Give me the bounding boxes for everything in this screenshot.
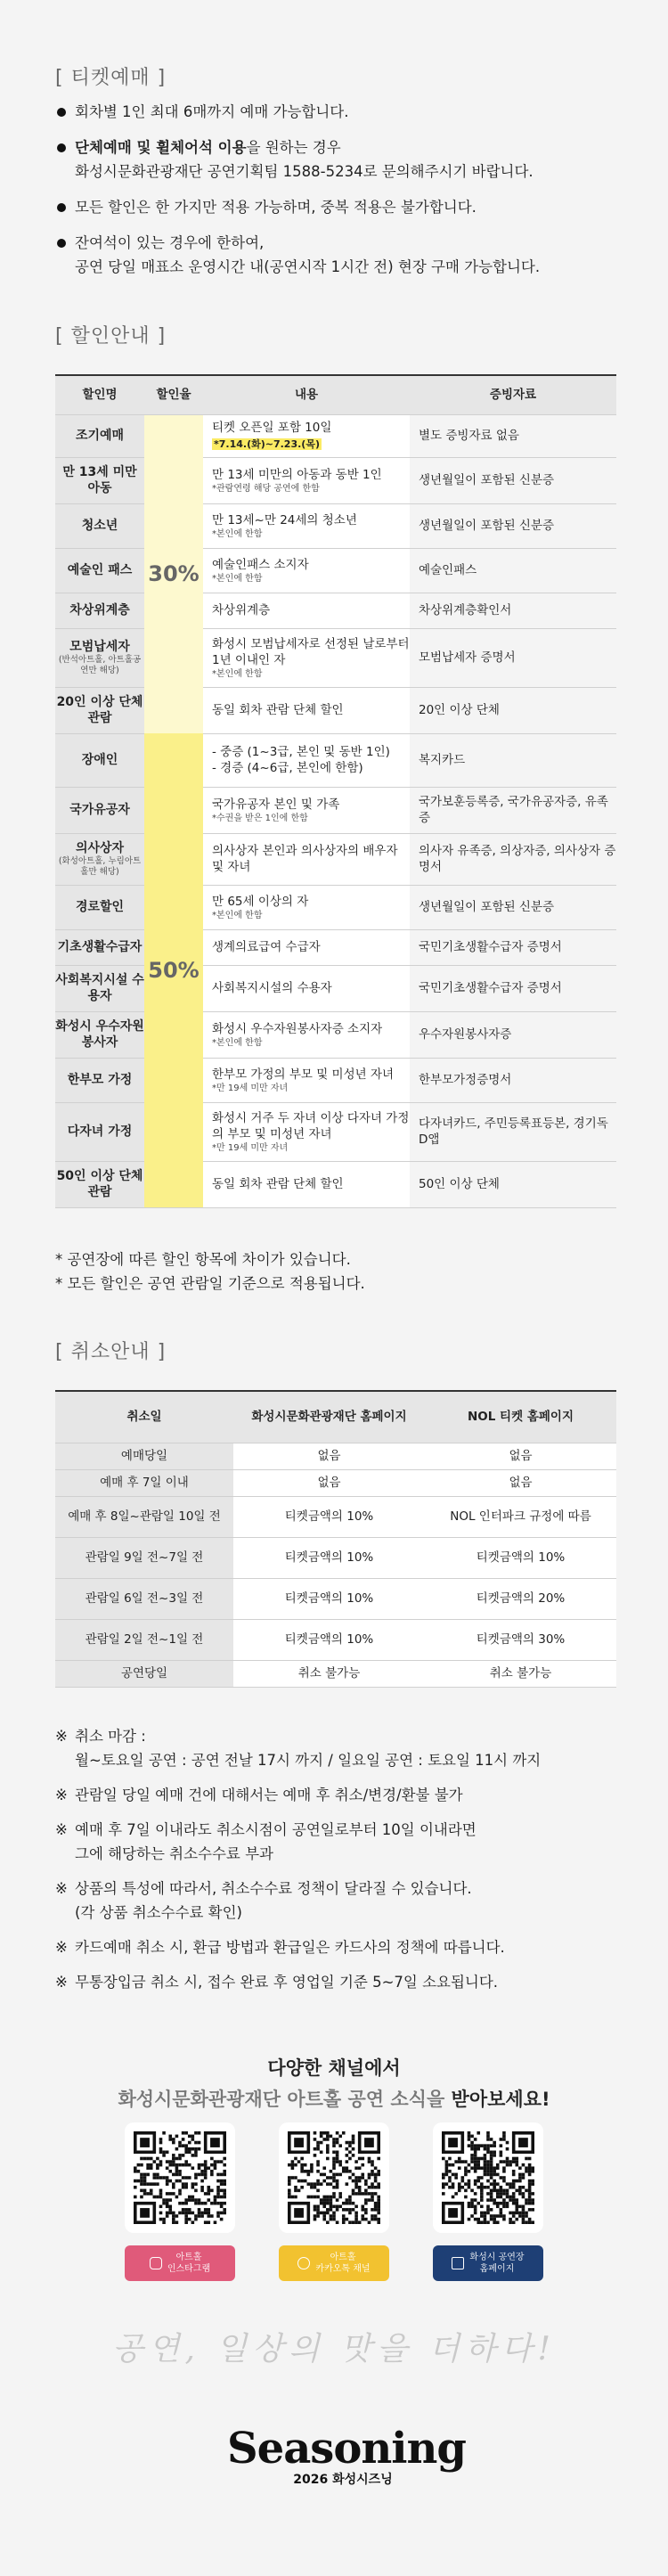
discount-evidence: 별도 증빙자료 없음 xyxy=(410,414,616,457)
discount-evidence: 생년월일이 포함된 신분증 xyxy=(410,503,616,548)
cancel-fee-nol: 티켓금액의 30% xyxy=(425,1619,616,1660)
ticket-bullet-list xyxy=(55,100,625,290)
name-sub: (화성아트홀, 누림아트홀만 해당) xyxy=(58,856,142,877)
header-cell: 취소일 xyxy=(55,1391,233,1443)
discount-row xyxy=(55,457,616,503)
promo-heading: 다양한 채널에서 xyxy=(267,2057,401,2079)
discount-row xyxy=(55,1102,616,1161)
cancel-table xyxy=(55,1390,616,1688)
discount-content xyxy=(203,414,410,457)
cancel-date: 예매 후 8일~관람일 10일 전 xyxy=(55,1496,233,1537)
discount-evidence: 예술인패스 xyxy=(410,548,616,593)
discount-name: 다자녀 가정 xyxy=(55,1102,144,1161)
discount-row xyxy=(55,1161,616,1207)
note-text: 취소 마감 : xyxy=(75,1728,146,1745)
discount-name: 국가유공자 xyxy=(55,787,144,833)
note-mark: ※ xyxy=(55,1821,68,1838)
note-text: 그에 해당하는 취소수수료 부과 xyxy=(75,1845,273,1862)
discount-name: 경로할인 xyxy=(55,885,144,929)
discount-row xyxy=(55,548,616,593)
cancel-row xyxy=(55,1578,616,1619)
instagram-qr-code[interactable] xyxy=(125,2122,235,2233)
cancel-fee-foundation: 취소 불가능 xyxy=(233,1660,425,1687)
channel-label xyxy=(469,2252,524,2275)
bullet-text: 화성시문화관광재단 공연기획팀 1588-5234로 문의해주시기 바랍니다. xyxy=(75,163,534,180)
content-sub: *본인에 한함 xyxy=(212,1037,263,1048)
discount-name: 50인 이상 단체관람 xyxy=(55,1161,144,1207)
bullet-bold-text: 단체예매 및 휠체어석 이용 xyxy=(75,139,247,156)
discount-row xyxy=(55,1058,616,1102)
cancel-row xyxy=(55,1537,616,1578)
note-mark: ※ xyxy=(55,1880,68,1897)
discount-content xyxy=(203,548,410,593)
header-cell: 화성시문화관광재단 홈페이지 xyxy=(233,1391,425,1443)
discount-row xyxy=(55,1011,616,1058)
homepage-channel-button[interactable] xyxy=(433,2245,543,2281)
note-text: 예매 후 7일 이내라도 취소시점이 공연일로부터 10일 이내라면 xyxy=(75,1821,477,1838)
channel-label xyxy=(315,2252,370,2275)
discount-header-row xyxy=(55,375,616,414)
name-text: 모범납세자 xyxy=(69,640,130,654)
discount-evidence: 국민기초생활수급자 증명서 xyxy=(410,965,616,1011)
discount-row xyxy=(55,628,616,687)
ticket-section-title: [ 티켓예매 ] xyxy=(55,67,167,89)
bullet-text: 을 원하는 경우 xyxy=(246,139,341,156)
discount-content xyxy=(203,457,410,503)
discount-name: 기초생활수급자 xyxy=(55,929,144,965)
channel-label-line: 아트홀 xyxy=(175,2253,202,2262)
discount-content: 동일 회차 관람 단체 할인 xyxy=(203,687,410,733)
logo-sub-text: 2026 화성시즈닝 xyxy=(293,2473,393,2487)
discount-evidence: 한부모가정증명서 xyxy=(410,1058,616,1102)
header-cell: 내용 xyxy=(203,375,410,414)
header-cell: 증빙자료 xyxy=(410,375,616,414)
discount-content: 차상위계층 xyxy=(203,593,410,628)
discount-name xyxy=(55,628,144,687)
note-mark: ※ xyxy=(55,1787,68,1803)
discount-content xyxy=(203,503,410,548)
cancel-fee-nol: 없음 xyxy=(425,1469,616,1496)
discount-evidence: 다자녀카드, 주민등록표등본, 경기독D앱 xyxy=(410,1102,616,1161)
cancel-section-title: [ 취소안내 ] xyxy=(55,1341,167,1363)
channel-label-line: 아트홀 xyxy=(330,2253,356,2262)
promo-emphasis: 받아보세요! xyxy=(451,2089,550,2110)
cancel-row xyxy=(55,1619,616,1660)
discount-content xyxy=(203,787,410,833)
ticket-bullet xyxy=(55,195,625,219)
discount-row xyxy=(55,787,616,833)
cancel-fee-nol: 없음 xyxy=(425,1443,616,1469)
discount-row xyxy=(55,687,616,733)
content-text: 티켓 오픈일 포함 10일 xyxy=(212,420,332,435)
qr-code-icon xyxy=(288,2131,380,2224)
cancel-fee-nol: NOL 인터파크 규정에 따름 xyxy=(425,1496,616,1537)
content-sub: *수권을 받은 1인에 한함 xyxy=(212,813,308,823)
homepage-icon xyxy=(452,2257,464,2269)
cancel-date: 관람일 2일 전~1일 전 xyxy=(55,1619,233,1660)
cancel-fee-foundation: 없음 xyxy=(233,1443,425,1469)
content-sub: *본인에 한함 xyxy=(212,528,263,539)
early-period-highlight: *7.14.(화)~7.23.(목) xyxy=(214,438,320,450)
content-sub: *본인에 한함 xyxy=(212,910,263,920)
content-text: 한부모 가정의 부모 및 미성년 자녀 xyxy=(212,1067,395,1082)
cancel-fee-nol: 취소 불가능 xyxy=(425,1660,616,1687)
note-text: 관람일 당일 예매 건에 대해서는 예매 후 취소/변경/환불 불가 xyxy=(75,1787,463,1803)
kakao-talk-icon xyxy=(297,2257,310,2269)
note-text: 카드예매 취소 시, 환급 방법과 환급일은 카드사의 정책에 따릅니다. xyxy=(75,1939,505,1956)
cancel-fee-foundation: 티켓금액의 10% xyxy=(233,1537,425,1578)
cancel-header-row xyxy=(55,1391,616,1443)
discount-content xyxy=(203,1102,410,1161)
discount-row xyxy=(55,965,616,1011)
content-sub: *만 19세 미만 자녀 xyxy=(212,1142,289,1153)
discount-section-title: [ 할인안내 ] xyxy=(55,325,167,348)
content-sub: *만 19세 미만 자녀 xyxy=(212,1083,289,1093)
discount-name: 조기예매 xyxy=(55,414,144,457)
discount-name: 20인 이상 단체관람 xyxy=(55,687,144,733)
content-text: 화성시 우수자원봉사자증 소지자 xyxy=(212,1021,383,1036)
channel-label-line: 인스타그램 xyxy=(167,2264,211,2274)
cancel-date: 관람일 9일 전~7일 전 xyxy=(55,1537,233,1578)
discount-name: 한부모 가정 xyxy=(55,1058,144,1102)
promo-subheading xyxy=(0,2085,668,2112)
cancel-fee-foundation: 티켓금액의 10% xyxy=(233,1496,425,1537)
discount-content xyxy=(203,733,410,787)
bullet-text: 모든 할인은 한 가지만 적용 가능하며, 중복 적용은 불가합니다. xyxy=(75,199,477,216)
discount-row xyxy=(55,833,616,885)
cancel-fee-foundation: 없음 xyxy=(233,1469,425,1496)
cancel-note xyxy=(55,1724,643,1772)
slogan: 공연, 일상의 맛을 더하다! xyxy=(111,2331,556,2367)
cancel-date: 공연당일 xyxy=(55,1660,233,1687)
cancel-row xyxy=(55,1660,616,1687)
kakao-channel-button[interactable] xyxy=(279,2245,389,2281)
content-text: 만 13세~만 24세의 청소년 xyxy=(212,512,357,527)
note-text: 상품의 특성에 따라서, 취소수수료 정책이 달라질 수 있습니다. xyxy=(75,1880,472,1897)
cancel-fee-foundation: 티켓금액의 10% xyxy=(233,1619,425,1660)
discount-content xyxy=(203,1011,410,1058)
discount-evidence: 생년월일이 포함된 신분증 xyxy=(410,457,616,503)
bullet-text: 회차별 1인 최대 6매까지 예매 가능합니다. xyxy=(75,103,349,120)
cancel-note xyxy=(55,1935,643,1959)
note-text: 무통장입금 취소 시, 접수 완료 후 영업일 기준 5~7일 소요됩니다. xyxy=(75,1974,499,1991)
qr-code-icon xyxy=(134,2131,226,2224)
discount-name: 화성시 우수자원봉사자 xyxy=(55,1011,144,1058)
discount-row xyxy=(55,929,616,965)
content-text: 만 65세 이상의 자 xyxy=(212,894,309,909)
cancel-row xyxy=(55,1496,616,1537)
discount-content: 사회복지시설의 수용자 xyxy=(203,965,410,1011)
instagram-icon xyxy=(150,2257,162,2269)
discount-name: 사회복지시설 수용자 xyxy=(55,965,144,1011)
discount-content xyxy=(203,1058,410,1102)
bullet-text: 공연 당일 매표소 운영시간 내(공연시작 1시간 전) 현장 구매 가능합니다. xyxy=(75,258,541,275)
note-mark: ※ xyxy=(55,1974,68,1991)
content-sub: *본인에 한함 xyxy=(212,668,263,679)
header-cell: NOL 티켓 홈페이지 xyxy=(425,1391,616,1443)
cancel-row xyxy=(55,1469,616,1496)
discount-name: 청소년 xyxy=(55,503,144,548)
note-mark: ※ xyxy=(55,1728,68,1745)
discount-row xyxy=(55,593,616,628)
cancel-row xyxy=(55,1443,616,1469)
cancel-fee-nol: 티켓금액의 20% xyxy=(425,1578,616,1619)
ticket-bullet xyxy=(55,135,625,184)
ticket-bullet xyxy=(55,100,625,124)
channel-label-line: 카카오톡 채널 xyxy=(315,2264,371,2274)
discount-evidence: 우수자원봉사자증 xyxy=(410,1011,616,1058)
discount-content xyxy=(203,885,410,929)
discount-evidence: 국민기초생활수급자 증명서 xyxy=(410,929,616,965)
cancel-date: 예매 후 7일 이내 xyxy=(55,1469,233,1496)
channel-label-line: 홈페이지 xyxy=(479,2264,515,2274)
promo-text: 화성시문화관광재단 아트홀 공연 소식을 xyxy=(118,2089,452,2110)
discount-content: 동일 회차 관람 단체 할인 xyxy=(203,1161,410,1207)
seasoning-logo xyxy=(227,2424,466,2488)
cancel-fee-foundation: 티켓금액의 10% xyxy=(233,1578,425,1619)
homepage-qr-code[interactable] xyxy=(433,2122,543,2233)
cancel-note xyxy=(55,1783,643,1807)
content-sub: *관람연령 해당 공연에 한함 xyxy=(212,483,320,494)
content-text: 예술인패스 소지자 xyxy=(212,557,309,572)
discount-row xyxy=(55,885,616,929)
note-text: (각 상품 취소수수료 확인) xyxy=(75,1904,242,1921)
cancel-note xyxy=(55,1877,643,1925)
discount-name xyxy=(55,833,144,885)
discount-name: 차상위계층 xyxy=(55,593,144,628)
instagram-channel-button[interactable] xyxy=(125,2245,235,2281)
discount-row xyxy=(55,414,616,457)
discount-name: 장애인 xyxy=(55,733,144,787)
discount-note: * 공연장에 따른 할인 항목에 차이가 있습니다. xyxy=(55,1251,351,1268)
cancel-note xyxy=(55,1818,643,1866)
content-text: 만 13세 미만의 아동과 동반 1인 xyxy=(212,467,382,482)
discount-evidence: 복지카드 xyxy=(410,733,616,787)
discount-content xyxy=(203,628,410,687)
content-sub: *본인에 한함 xyxy=(212,573,263,584)
ticket-bullet xyxy=(55,231,625,279)
cancel-fee-nol: 티켓금액의 10% xyxy=(425,1537,616,1578)
kakao-qr-code[interactable] xyxy=(279,2122,389,2233)
discount-content: 생계의료급여 수급자 xyxy=(203,929,410,965)
content-text: - 경증 (4~6급, 본인에 한함) xyxy=(212,761,363,775)
cancel-note xyxy=(55,1970,643,1994)
discount-row xyxy=(55,733,616,787)
discount-row xyxy=(55,503,616,548)
rate-30: 30% xyxy=(144,414,203,733)
note-text: 월~토요일 공연 : 공연 전날 17시 까지 / 일요일 공연 : 토요일 11시 까지 xyxy=(75,1752,542,1769)
discount-name: 예술인 패스 xyxy=(55,548,144,593)
rate-50: 50% xyxy=(144,733,203,1207)
note-mark: ※ xyxy=(55,1939,68,1956)
discount-evidence: 차상위계층확인서 xyxy=(410,593,616,628)
discount-evidence: 모범납세자 증명서 xyxy=(410,628,616,687)
discount-evidence: 생년월일이 포함된 신분증 xyxy=(410,885,616,929)
channel-label-line: 화성시 공연장 xyxy=(469,2253,525,2262)
discount-table xyxy=(55,374,616,1208)
cancel-notes xyxy=(55,1724,643,2005)
discount-name: 만 13세 미만 아동 xyxy=(55,457,144,503)
discount-note: * 모든 할인은 공연 관람일 기준으로 적용됩니다. xyxy=(55,1275,365,1292)
discount-evidence: 50인 이상 단체 xyxy=(410,1161,616,1207)
discount-content: 의사상자 본인과 의사상자의 배우자 및 자녀 xyxy=(203,833,410,885)
logo-main-text: Seasoning xyxy=(227,2424,466,2474)
content-text: 화성시 거주 두 자녀 이상 다자녀 가정의 부모 및 미성년 자녀 xyxy=(212,1110,410,1141)
discount-evidence: 20인 이상 단체 xyxy=(410,687,616,733)
bullet-text: 잔여석이 있는 경우에 한하여, xyxy=(75,234,265,251)
channel-label xyxy=(167,2252,210,2275)
content-text: - 중증 (1~3급, 본인 및 동반 1인) xyxy=(212,745,390,759)
discount-evidence: 의사자 유족증, 의상자증, 의사상자 증명서 xyxy=(410,833,616,885)
discount-notes xyxy=(55,1247,365,1296)
name-text: 의사상자 xyxy=(75,841,125,855)
header-cell: 할인명 xyxy=(55,375,144,414)
cancel-date: 예매당일 xyxy=(55,1443,233,1469)
content-text: 국가유공자 본인 및 가족 xyxy=(212,797,340,812)
name-sub: (반석아트홀, 아트홀공연만 해당) xyxy=(58,655,142,675)
qr-code-icon xyxy=(442,2131,534,2224)
content-text: 화성시 모범납세자로 선정된 날로부터 1년 이내인 자 xyxy=(212,636,410,667)
cancel-date: 관람일 6일 전~3일 전 xyxy=(55,1578,233,1619)
discount-evidence: 국가보훈등록증, 국가유공자증, 유족증 xyxy=(410,787,616,833)
header-cell: 할인율 xyxy=(144,375,203,414)
